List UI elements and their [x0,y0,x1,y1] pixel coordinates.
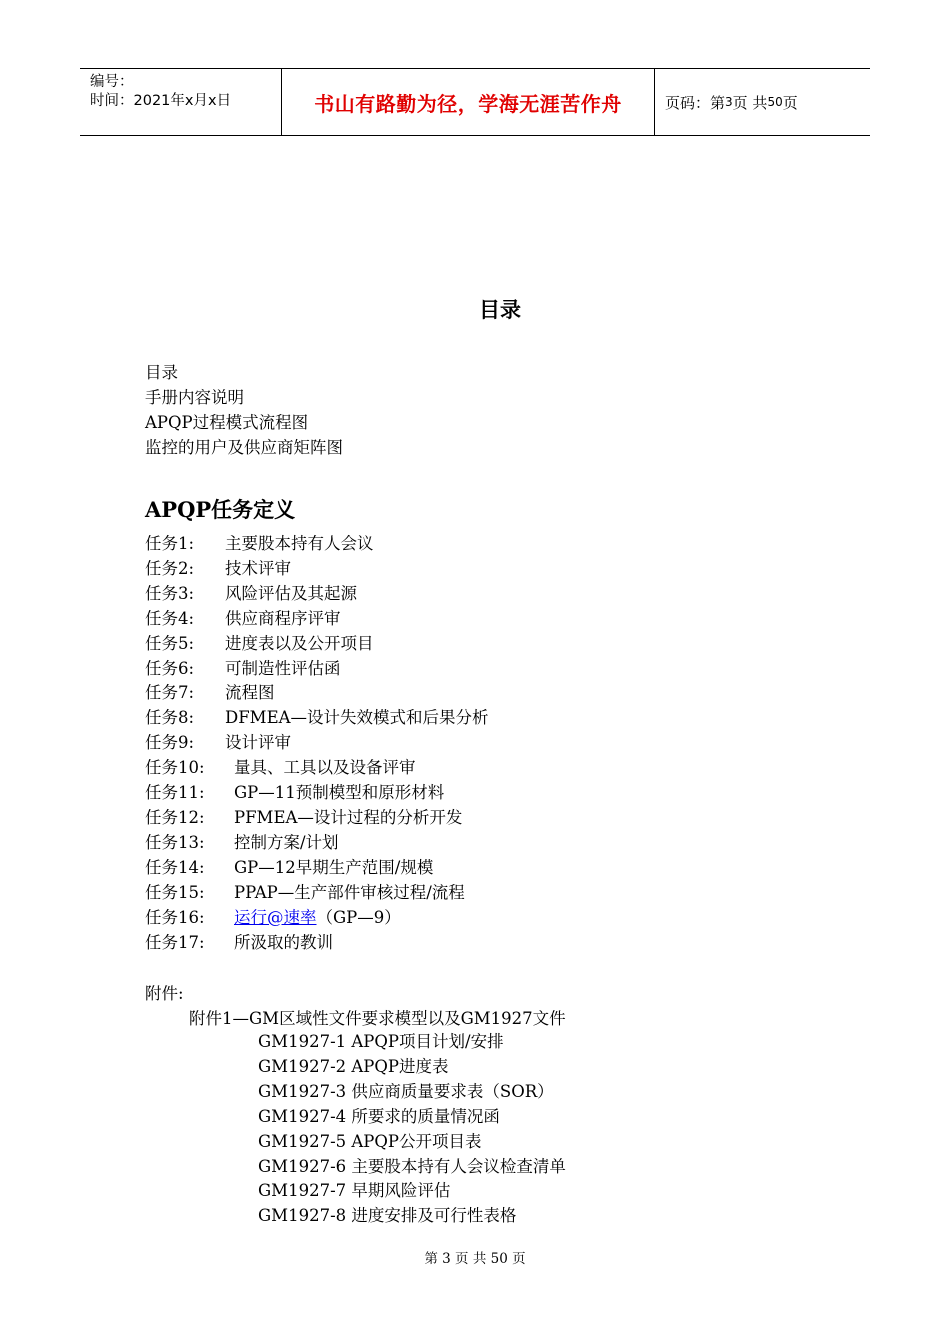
appendix-label: 附件: [145,984,184,1003]
gm-item: GM1927-3 供应商质量要求表（SOR） [258,1081,554,1101]
task-item [145,881,489,906]
gm-item: GM1927-4 所要求的质量情况函 [258,1106,500,1126]
toc-item: 手册内容说明 [145,388,244,407]
task-number: 任务9: [145,733,195,753]
gm-item: GM1927-1 APQP项目计划/安排 [258,1032,504,1051]
task-text: 控制方案/计划 [234,832,339,852]
gm-item: GM1927-5 APQP公开项目表 [258,1131,482,1151]
section-title: APQP任务定义 [145,497,296,522]
page-title: 目录 [479,297,521,322]
task-text: 所汲取的教训 [234,932,333,952]
task-item [145,931,489,956]
task-number: 任务1: [145,534,195,553]
task-number: 任务15: [145,882,205,902]
task-number: 任务16: [145,907,205,927]
task-item [145,906,489,931]
task-text: 进度表以及公开项目 [225,633,374,653]
task-text: 流程图 [225,683,275,703]
task-item [145,806,489,831]
task-item [145,657,489,682]
appendix-1-title: 附件1—GM区域性文件要求模型以及GM1927文件 [189,1009,566,1028]
task-number: 任务8: [145,708,195,728]
task-item [145,582,489,607]
gm-item: GM1927-7 早期风险评估 [258,1181,451,1201]
task-number: 任务10: [145,758,205,778]
task-16-link[interactable]: 运行@速率 [234,907,317,927]
task-item [145,706,489,731]
header-meta-cell [80,69,282,135]
gm-item: GM1927-6 主要股本持有人会议检查清单 [258,1156,566,1176]
task-item [145,731,489,756]
task-list [145,532,489,955]
task-number: 任务6: [145,658,195,678]
task-item [145,557,489,582]
task-item [145,781,489,806]
task-text: GP—12早期生产范围/规模 [234,857,434,877]
page-number: 3 [725,95,733,109]
header-page-cell [655,69,870,135]
task-item [145,607,489,632]
toc-item: 目录 [145,363,178,382]
gm-item: GM1927-8 进度安排及可行性表格 [258,1206,517,1226]
task-item [145,681,489,706]
task-text: 技术评审 [225,558,291,578]
header-motto-cell [282,69,655,135]
task-number: 任务13: [145,832,205,852]
motto-text: 书山有路勤为径，学海无涯苦作舟 [314,91,622,116]
toc-list [145,360,343,460]
task-text: 供应商程序评审 [225,608,341,628]
page-prefix: 页码：第 [665,93,726,112]
task-number: 任务17: [145,932,205,952]
page-total: 50 [767,95,783,109]
page-suffix: 页 [782,93,798,112]
task-number: 任务11: [145,783,205,803]
task-text: GP—11预制模型和原形材料 [234,783,445,803]
task-number: 任务12: [145,807,205,827]
task-number: 任务5: [145,633,195,653]
task-item [145,756,489,781]
task-text: 可制造性评估函 [225,658,341,678]
task-number: 任务14: [145,857,205,877]
task-text: 主要股本持有人会议 [225,534,374,553]
task-item [145,532,489,557]
task-number: 任务7: [145,683,195,703]
task-text: PFMEA—设计过程的分析开发 [234,807,463,827]
gm-item: GM1927-2 APQP进度表 [258,1056,449,1076]
page-mid: 页 共 [732,93,768,112]
task-text: 设计评审 [225,733,291,753]
task-text: DFMEA—设计失效模式和后果分析 [225,708,489,728]
page-footer: 第 3 页 共 50 页 [424,1251,526,1267]
task-item [145,831,489,856]
task-number: 任务4: [145,608,195,628]
time-label: 时间：2021年x月x日 [90,93,232,109]
code-label: 编号： [90,74,134,90]
task-item [145,856,489,881]
toc-item: APQP过程模式流程图 [145,413,309,432]
toc-item: 监控的用户及供应商矩阵图 [145,438,343,457]
task-item [145,632,489,657]
task-text: 量具、工具以及设备评审 [234,758,416,778]
task-text: 风险评估及其起源 [225,583,357,603]
task-number: 任务3: [145,583,195,603]
task-text: PPAP—生产部件审核过程/流程 [234,882,465,902]
page-header [80,68,870,136]
gm-document-list [258,1030,566,1229]
task-text: （GP—9） [316,907,401,927]
task-number: 任务2: [145,558,195,578]
